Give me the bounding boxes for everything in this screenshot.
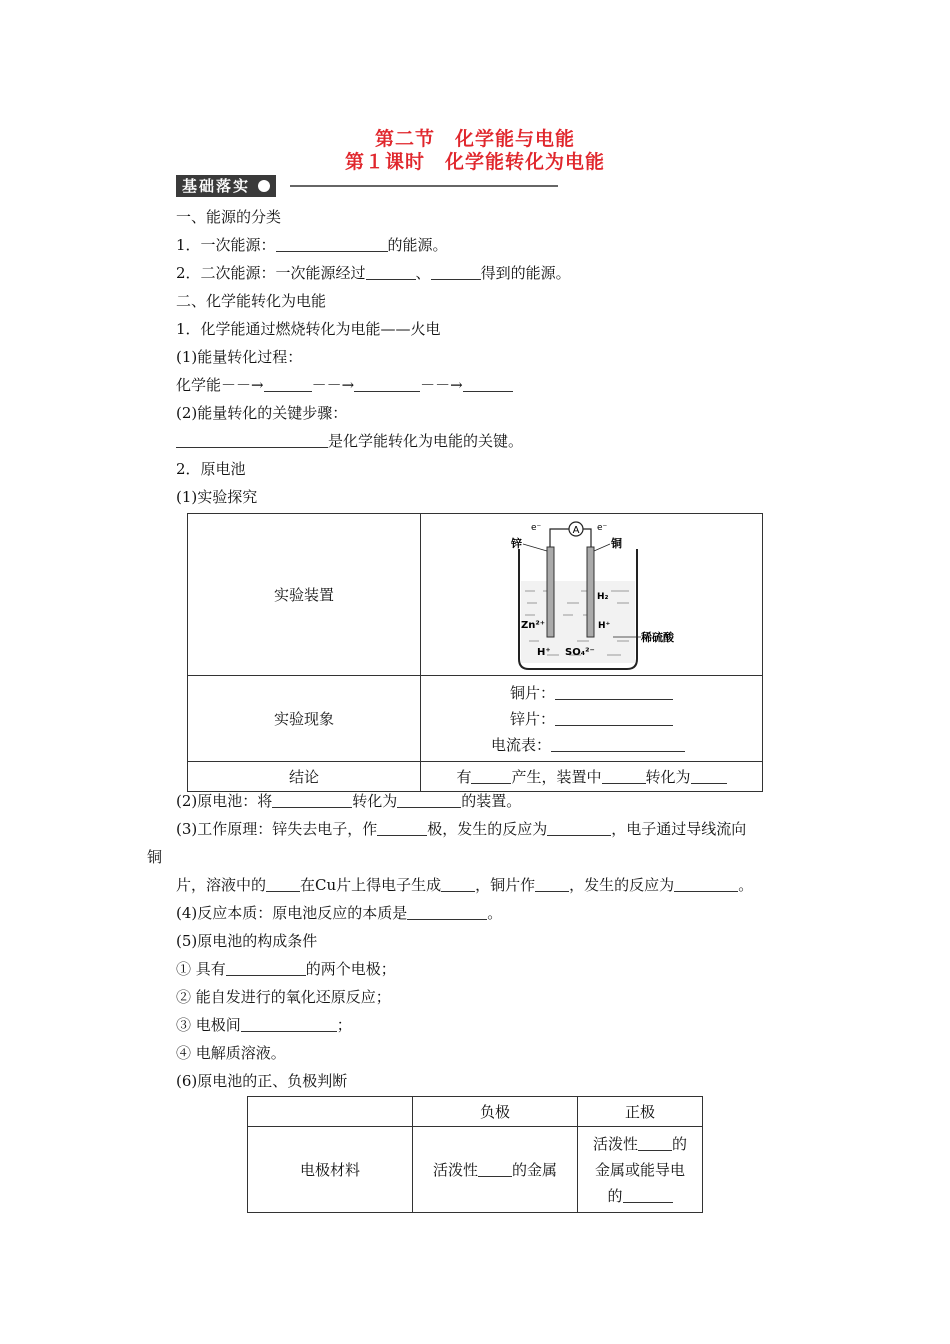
copper-label: 铜 xyxy=(610,536,622,550)
blank[interactable] xyxy=(407,904,487,920)
blank[interactable] xyxy=(555,684,673,700)
zinc-label: 锌 xyxy=(510,536,522,550)
zinc-electrode xyxy=(547,547,554,637)
h2-label: H₂ xyxy=(596,591,608,602)
blank[interactable] xyxy=(176,432,328,448)
energy-chain: 化学能－－→ －－→ －－→ xyxy=(176,375,513,395)
badge-divider xyxy=(290,185,558,187)
blank[interactable] xyxy=(623,1187,673,1203)
section-title: 第二节 化学能与电能 xyxy=(374,128,575,150)
blank[interactable] xyxy=(602,768,646,784)
zinc-observation: 锌片： xyxy=(491,706,762,732)
q-cell-definition: (2)原电池：将 转化为 的装置。 xyxy=(176,792,522,810)
blank[interactable] xyxy=(691,768,727,784)
heading-chemical-to-electric: 二、化学能转化为电能 xyxy=(176,292,327,310)
blank[interactable] xyxy=(241,1016,337,1032)
q-energy-process: (1)能量转化过程： xyxy=(176,348,303,366)
blank[interactable] xyxy=(478,1161,512,1177)
blank[interactable] xyxy=(535,876,569,892)
blank[interactable] xyxy=(272,792,352,808)
h-ion-label: H⁺ xyxy=(597,620,610,631)
h-ion-bottom-label: H⁺ xyxy=(536,646,551,658)
zn-ion-label: Zn²⁺ xyxy=(520,619,545,631)
key-step-line: 是化学能转化为电能的关键。 xyxy=(176,431,523,451)
condition-2: ② 能自发进行的氧化还原反应； xyxy=(176,988,391,1006)
blank[interactable] xyxy=(354,376,420,392)
q-experiment: (1)实验探究 xyxy=(176,488,258,506)
q-thermal-power: 1．化学能通过燃烧转化为电能——火电 xyxy=(176,320,441,338)
header-positive: 正极 xyxy=(578,1097,703,1127)
acid-label: 稀硫酸 xyxy=(640,630,674,644)
header-negative: 负极 xyxy=(413,1097,578,1127)
galvanic-cell-diagram xyxy=(507,519,677,671)
q-electrode-judgement: (6)原电池的正、负极判断 xyxy=(176,1072,348,1090)
blank[interactable] xyxy=(226,960,306,976)
blank[interactable] xyxy=(266,876,300,892)
electron-right-label: e⁻ xyxy=(596,522,607,533)
blank[interactable] xyxy=(463,376,513,392)
blank[interactable] xyxy=(547,820,611,836)
q-key-step: (2)能量转化的关键步骤： xyxy=(176,404,348,422)
heading-energy-classification: 一、能源的分类 xyxy=(176,208,282,226)
label-conclusion: 结论 xyxy=(188,762,421,792)
conclusion-cell: 有 产生，装置中 转化为 xyxy=(421,762,763,792)
positive-material: 活泼性 的 金属或能导电 的 xyxy=(578,1127,703,1213)
blank[interactable] xyxy=(431,264,481,280)
ammeter-icon: A xyxy=(572,524,579,536)
condition-3: ③ 电极间 ； xyxy=(176,1016,352,1034)
badge-dot-icon xyxy=(258,180,270,192)
electron-left-label: e⁻ xyxy=(530,522,541,533)
q-secondary-energy: 2．二次能源：一次能源经过 、 得到的能源。 xyxy=(176,264,571,282)
badge-label: 基础落实 xyxy=(182,177,251,195)
phenomenon-cell xyxy=(421,676,763,762)
label-phenomenon: 实验现象 xyxy=(188,676,421,762)
lesson-title: 第１课时 化学能转化为电能 xyxy=(344,151,605,173)
q-primary-energy: 1．一次能源： 的能源。 xyxy=(176,236,448,254)
negative-material: 活泼性 的金属 xyxy=(413,1127,578,1213)
q-cell-conditions: (5)原电池的构成条件 xyxy=(176,932,318,950)
electrode-table xyxy=(247,1096,703,1213)
copper-observation: 铜片： xyxy=(491,680,762,706)
experiment-table xyxy=(187,513,763,792)
q-working-principle: (3)工作原理：锌失去电子，作 极，发生的反应为 ，电子通过导线流向 xyxy=(176,820,747,838)
blank[interactable] xyxy=(551,736,685,752)
blank[interactable] xyxy=(377,820,427,836)
blank[interactable] xyxy=(555,710,673,726)
heading-galvanic-cell: 2．原电池 xyxy=(176,460,246,478)
condition-4: ④ 电解质溶液。 xyxy=(176,1044,286,1062)
label-electrode-material: 电极材料 xyxy=(248,1127,413,1213)
header-empty xyxy=(248,1097,413,1127)
q-reaction-essence: (4)反应本质：原电池反应的本质是 。 xyxy=(176,904,503,922)
apparatus-cell xyxy=(421,514,763,676)
blank[interactable] xyxy=(366,264,416,280)
sulfate-label: SO₄²⁻ xyxy=(564,646,595,658)
blank[interactable] xyxy=(264,376,312,392)
blank[interactable] xyxy=(471,768,511,784)
blank[interactable] xyxy=(638,1135,672,1151)
condition-1: ① 具有 的两个电极； xyxy=(176,960,396,978)
blank[interactable] xyxy=(441,876,475,892)
wrap-copper: 铜 xyxy=(147,848,163,866)
ammeter-observation: 电流表： xyxy=(491,732,762,758)
blank[interactable] xyxy=(276,236,388,252)
q-working-principle-cont: 片，溶液中的 在Cu片上得电子生成 ，铜片作 ，发生的反应为 。 xyxy=(176,876,754,894)
section-badge xyxy=(176,175,276,197)
blank[interactable] xyxy=(674,876,738,892)
copper-electrode xyxy=(587,547,594,637)
blank[interactable] xyxy=(397,792,461,808)
label-apparatus: 实验装置 xyxy=(188,514,421,676)
